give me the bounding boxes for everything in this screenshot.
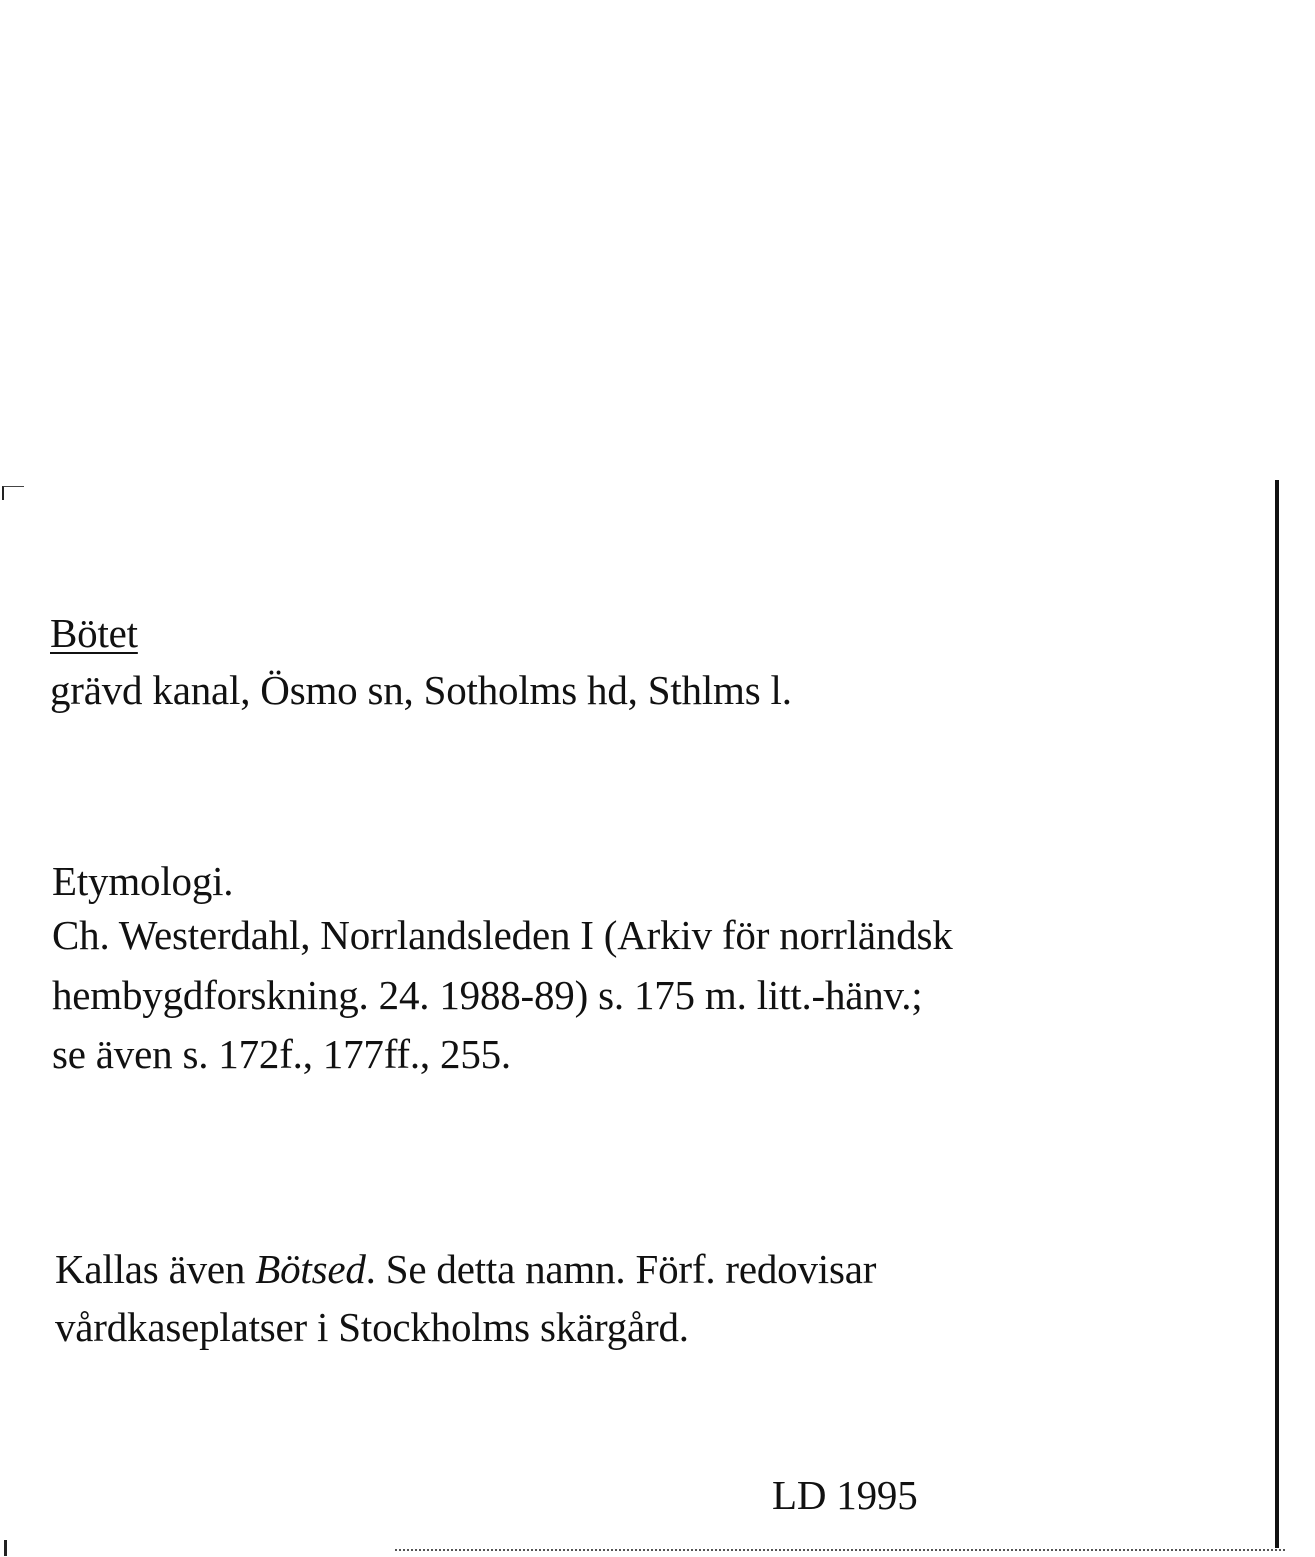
- card-bottom-edge: [395, 1549, 1285, 1551]
- alternate-name: Bötsed: [255, 1246, 366, 1292]
- note-text: . Se detta namn. Förf. redovisar: [365, 1246, 877, 1292]
- note-text: Kallas även: [55, 1246, 256, 1292]
- note-line: vårdkaseplatser i Stockholms skärgård.: [55, 1304, 689, 1350]
- etymology-heading: Etymologi.: [52, 858, 234, 904]
- headword: Bötet: [50, 610, 138, 656]
- signature: LD 1995: [772, 1472, 918, 1518]
- etymology-line: hembygdforskning. 24. 1988-89) s. 175 m. litt.-hänv.;: [52, 972, 923, 1018]
- corner-mark-top-left: [2, 486, 24, 500]
- corner-mark-bottom-left: [4, 1540, 7, 1556]
- place-description: grävd kanal, Ösmo sn, Sotholms hd, Sthlms l.: [50, 667, 792, 713]
- card-right-edge: [1275, 480, 1279, 1548]
- etymology-line: se även s. 172f., 177ff., 255.: [52, 1031, 511, 1077]
- note-line: [55, 1240, 876, 1298]
- etymology-line: Ch. Westerdahl, Norrlandsleden I (Arkiv för norrländsk: [52, 912, 953, 958]
